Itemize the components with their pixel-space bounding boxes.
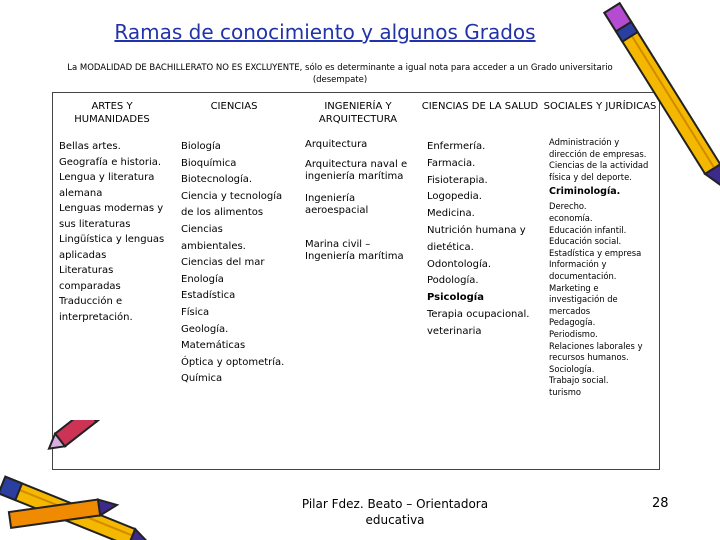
list-item: Ciencias del mar — [181, 257, 265, 269]
pencil-icon — [590, 0, 720, 200]
list-item: Lenguas modernas y sus literaturas — [59, 203, 164, 230]
list-item: veterinaria — [427, 325, 482, 337]
list-item: Psicología — [427, 292, 484, 304]
column-header: CIENCIAS DE LA SALUD — [421, 101, 539, 112]
list-item: Literaturas comparadas — [59, 265, 121, 292]
grades-table — [52, 92, 660, 470]
list-item: Lingüística y lenguas aplicadas — [59, 234, 165, 261]
list-item: Geología. — [181, 323, 229, 335]
column-header: SOCIALES Y JURÍDICAS — [543, 101, 657, 112]
list-item: Arquitectura — [305, 139, 368, 150]
list-item: Medicina. — [427, 208, 475, 220]
list-item: Información y documentación. — [549, 259, 617, 281]
list-item: Enfermería. — [427, 141, 486, 152]
list-item: Sociología. — [549, 363, 595, 374]
list-item: Marina civil – Ingeniería marítima — [305, 239, 404, 262]
list-item: Geografía e historia. — [59, 156, 162, 168]
list-item: Pedagogía. — [549, 317, 596, 328]
list-item: Biotecnología. — [181, 174, 253, 186]
list-item: Odontología. — [427, 258, 492, 270]
list-item: Educación social. — [549, 236, 622, 247]
list-item: Fisioterapia. — [427, 174, 488, 186]
intro-note: La MODALIDAD DE BACHILLERATO NO ES EXCLUYENTE, sólo es determinante a igual nota para acceder a un Grado universitario (desempate) — [67, 63, 613, 85]
column-items — [59, 139, 167, 325]
column-artes — [53, 93, 171, 469]
list-item: Logopedia. — [427, 191, 482, 203]
pencils-icon — [0, 420, 150, 540]
column-ciencias — [175, 93, 293, 469]
list-item: Podología. — [427, 275, 479, 287]
list-item: Biología — [181, 141, 221, 152]
list-item: Bellas artes. — [59, 141, 121, 152]
list-item: Administración y dirección de empresas. — [549, 137, 647, 159]
list-item: Derecho. — [549, 201, 587, 212]
column-items — [181, 139, 289, 388]
list-item: Óptica y optometría. — [181, 356, 285, 368]
column-header: INGENIERÍA Y ARQUITECTURA — [318, 101, 398, 125]
column-header: CIENCIAS — [210, 101, 258, 112]
list-item: Lengua y literatura alemana — [59, 172, 155, 199]
list-item: Criminología. — [549, 186, 621, 198]
list-item: Traducción e interpretación. — [59, 296, 133, 323]
column-items — [427, 139, 535, 341]
list-item: Arquitectura naval e ingeniería marítima — [305, 159, 408, 182]
list-item: Nutrición humana y dietética. — [427, 224, 526, 253]
list-item: Ingeniería aeroespacial — [305, 193, 369, 216]
list-item: Trabajo social. — [549, 375, 609, 386]
list-item: economía. — [549, 212, 593, 223]
list-item: Bioquímica — [181, 157, 237, 169]
page-title: Ramas de conocimiento y algunos Grados — [114, 20, 536, 44]
list-item: turismo — [549, 386, 582, 397]
list-item: Marketing e investigación de mercados — [549, 282, 618, 316]
column-ingenieria — [299, 93, 417, 469]
list-item: Ciencias ambientales. — [181, 223, 246, 252]
list-item: Química — [181, 373, 223, 385]
list-item: Estadística y empresa — [549, 247, 642, 258]
list-item: Relaciones laborales y recursos humanos. — [549, 340, 643, 363]
column-salud — [421, 93, 539, 469]
list-item: Física — [181, 306, 210, 318]
list-item: Matemáticas — [181, 340, 246, 352]
list-item: Periodismo. — [549, 328, 598, 339]
list-item: Estadística — [181, 290, 236, 302]
list-item: Ciencias de la actividad física y del deporte. — [549, 160, 649, 182]
list-item: Farmacia. — [427, 157, 476, 169]
list-item: Enología — [181, 273, 224, 285]
list-item: Ciencia y tecnología de los alimentos — [181, 190, 283, 219]
column-header: ARTES Y HUMANIDADES — [74, 101, 150, 125]
list-item: Educación infantil. — [549, 224, 627, 235]
column-items — [305, 139, 413, 263]
page-number: 28 — [652, 496, 669, 511]
list-item: Terapia ocupacional. — [427, 308, 530, 320]
author-footer: Pilar Fdez. Beato – Orientadora educativa — [301, 497, 489, 527]
